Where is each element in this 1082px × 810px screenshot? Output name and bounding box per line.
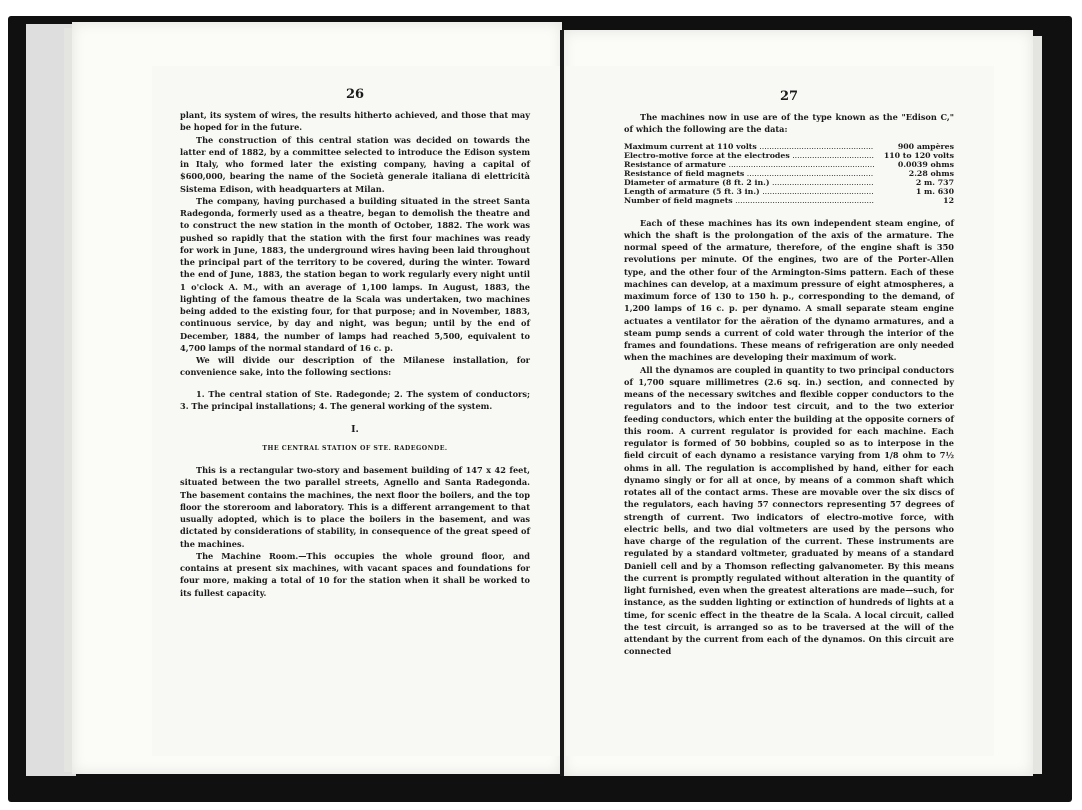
section-number: I.: [351, 424, 359, 435]
paragraph: The Machine Room.—This occupies the whole ground floor, and contains at present six machines, with vacant spaces and foundations for four more, making a total of 10 for the station when it shall be worked to its fullest capacity.: [180, 550, 530, 598]
spec-value: 0.0039 ohms: [897, 159, 954, 169]
spec-label: Length of armature (5 ft. 3 in.) .....: [624, 187, 874, 196]
table-row: [624, 142, 954, 151]
dynamo-specs-table: [624, 142, 954, 205]
spec-label: Resistance of field magnets .....: [624, 169, 874, 178]
table-row: [624, 160, 954, 169]
section-title: THE CENTRAL STATION OF STE. RADEGONDE.: [262, 445, 448, 452]
table-row: [624, 178, 954, 187]
spec-value: 1 m. 630: [915, 186, 954, 196]
table-row: [624, 196, 954, 205]
page-number: 26: [345, 87, 365, 102]
paragraph: The construction of this central station was decided on towards the latter end of 1882, by a committee selected to introduce the Edison system in Italy, who formed later the existing company, having a capital of $600,000, bearing the name of the Società generale italiana di elettricità Sistema Edison, with headquarters at Milan.: [180, 134, 530, 194]
table-row: [624, 169, 954, 178]
spec-value: 12: [943, 195, 954, 205]
spec-value: 2 m. 737: [915, 177, 954, 187]
spec-value: 2.28 ohms: [908, 168, 954, 178]
section-list: 1. The central station of Ste. Radegonde; 2. The system of conductors; 3. The principal installations; 4. The general working of the system.: [180, 388, 530, 411]
paragraph: Each of these machines has its own independent steam engine, of which the shaft is the prolongation of the axis of the armature. The normal speed of the armature, therefore, of the engine shaft is 350 revolutions per minute. Of the engines, two are of the Porter-Allen type, and the other four of the Armington-Sims pattern. Each of these machines can develop, at a maximum pressure of eight atmospheres, a maximum force of 130 to 150 h. p., corresponding to the demand, of 1,200 lamps of 16 c. p. per dynamo. A small separate steam engine actuates a ventilator for the aëration of the dynamo armatures, and a steam pump sends a current of cold water through the interior of the frames and foundations. These means of refrigeration are only needed when the machines are developing their maximum of work.: [624, 217, 954, 363]
spec-value: 110 to 120 volts: [883, 150, 954, 160]
paragraph: The machines now in use are of the type known as the "Edison C," of which the following are the data:: [624, 112, 954, 135]
table-row: [624, 151, 954, 160]
spec-label: Resistance of armature .....: [624, 160, 874, 169]
spec-value: 900 ampères: [897, 141, 954, 151]
right-page-text-block: [566, 66, 994, 756]
spec-label: Electro-motive force at the electrodes .....: [624, 151, 874, 160]
spec-label: Maximum current at 110 volts .....: [624, 142, 874, 151]
spec-label: Number of field magnets .....: [624, 196, 874, 205]
book-spine: [560, 30, 564, 776]
page-number: 27: [779, 89, 799, 104]
left-page-text-block: [152, 66, 560, 756]
paragraph: plant, its system of wires, the results hitherto achieved, and those that may be hoped for in the future.: [180, 110, 530, 133]
paragraph: This is a rectangular two-story and basement building of 147 x 42 feet, situated between the two parallel streets, Agnello and Santa Radegonda. The basement contains the machines, the next floor the boilers, and the top floor the storeroom and laboratory. This is a different arrangement to that usually adopted, which is to place the boilers in the basement, and was dictated by considerations of stability, in consequence of the great speed of the machines.: [180, 465, 530, 549]
paragraph: The company, having purchased a building situated in the street Santa Radegonda, formerly used as a theatre, began to demolish the theatre and to construct the new station in the month of October, 1882. The work was pushed so rapidly that the station with the first four machines was ready for work in June, 1883, the underground wires having been laid throughout the principal part of the territory to be covered, during the winter. Toward the end of June, 1883, the station began to work regularly every night until 1 o'clock A. M., with an average of 1,100 lamps. In August, 1883, the lighting of the famous theatre de la Scala was undertaken, two machines being added to the existing four, for that purpose; and in November, 1883, continuous service, by day and night, was begun; until by the end of December, 1884, the number of lamps had reached 5,500, equivalent to 4,700 lamps of the normal standard of 16 c. p.: [180, 195, 530, 353]
paragraph: We will divide our description of the Milanese installation, for convenience sake, into the following sections:: [180, 355, 530, 378]
spec-label: Diameter of armature (8 ft. 2 in.) .....: [624, 178, 874, 187]
table-row: [624, 187, 954, 196]
paragraph: All the dynamos are coupled in quantity to two principal conductors of 1,700 square millimetres (2.6 sq. in.) section, and connected by means of the necessary switches and flexible copper conductors to the regulators and to the indoor test circuit, and to the two exterior feeding conductors, which enter the building at the opposite corners of this room. A current regulator is provided for each machine. Each regulator is formed of 50 bobbins, coupled so as to interpose in the field circuit of each dynamo a resistance varying from 1/8 ohm to 7½ ohms in all. The regulation is accomplished by hand, either for each dynamo singly or for all at once, by means of a common shaft which rotates all of the contact arms. These are movable over the six discs of the regulators, each having 57 connectors representing 57 degrees of strength of current. Two indicators of electro-motive force, with electric bells, and two dial voltmeters are used by the persons who have charge of the regulation of the current. These instruments are regulated by a standard voltmeter, graduated by means of a standard Daniell cell and by a Thomson reflecting galvanometer. By this means the current is promptly regulated without alteration in the quantity of light furnished, even when the greatest alterations are made—such, for instance, as the sudden lighting or extinction of hundreds of lights at a time, for scenic effect in the theatre de la Scala. A local circuit, called the test circuit, is arranged so as to be traversed at the will of the attendant by the current from each of the dynamos. On this circuit are connected: [624, 364, 954, 657]
